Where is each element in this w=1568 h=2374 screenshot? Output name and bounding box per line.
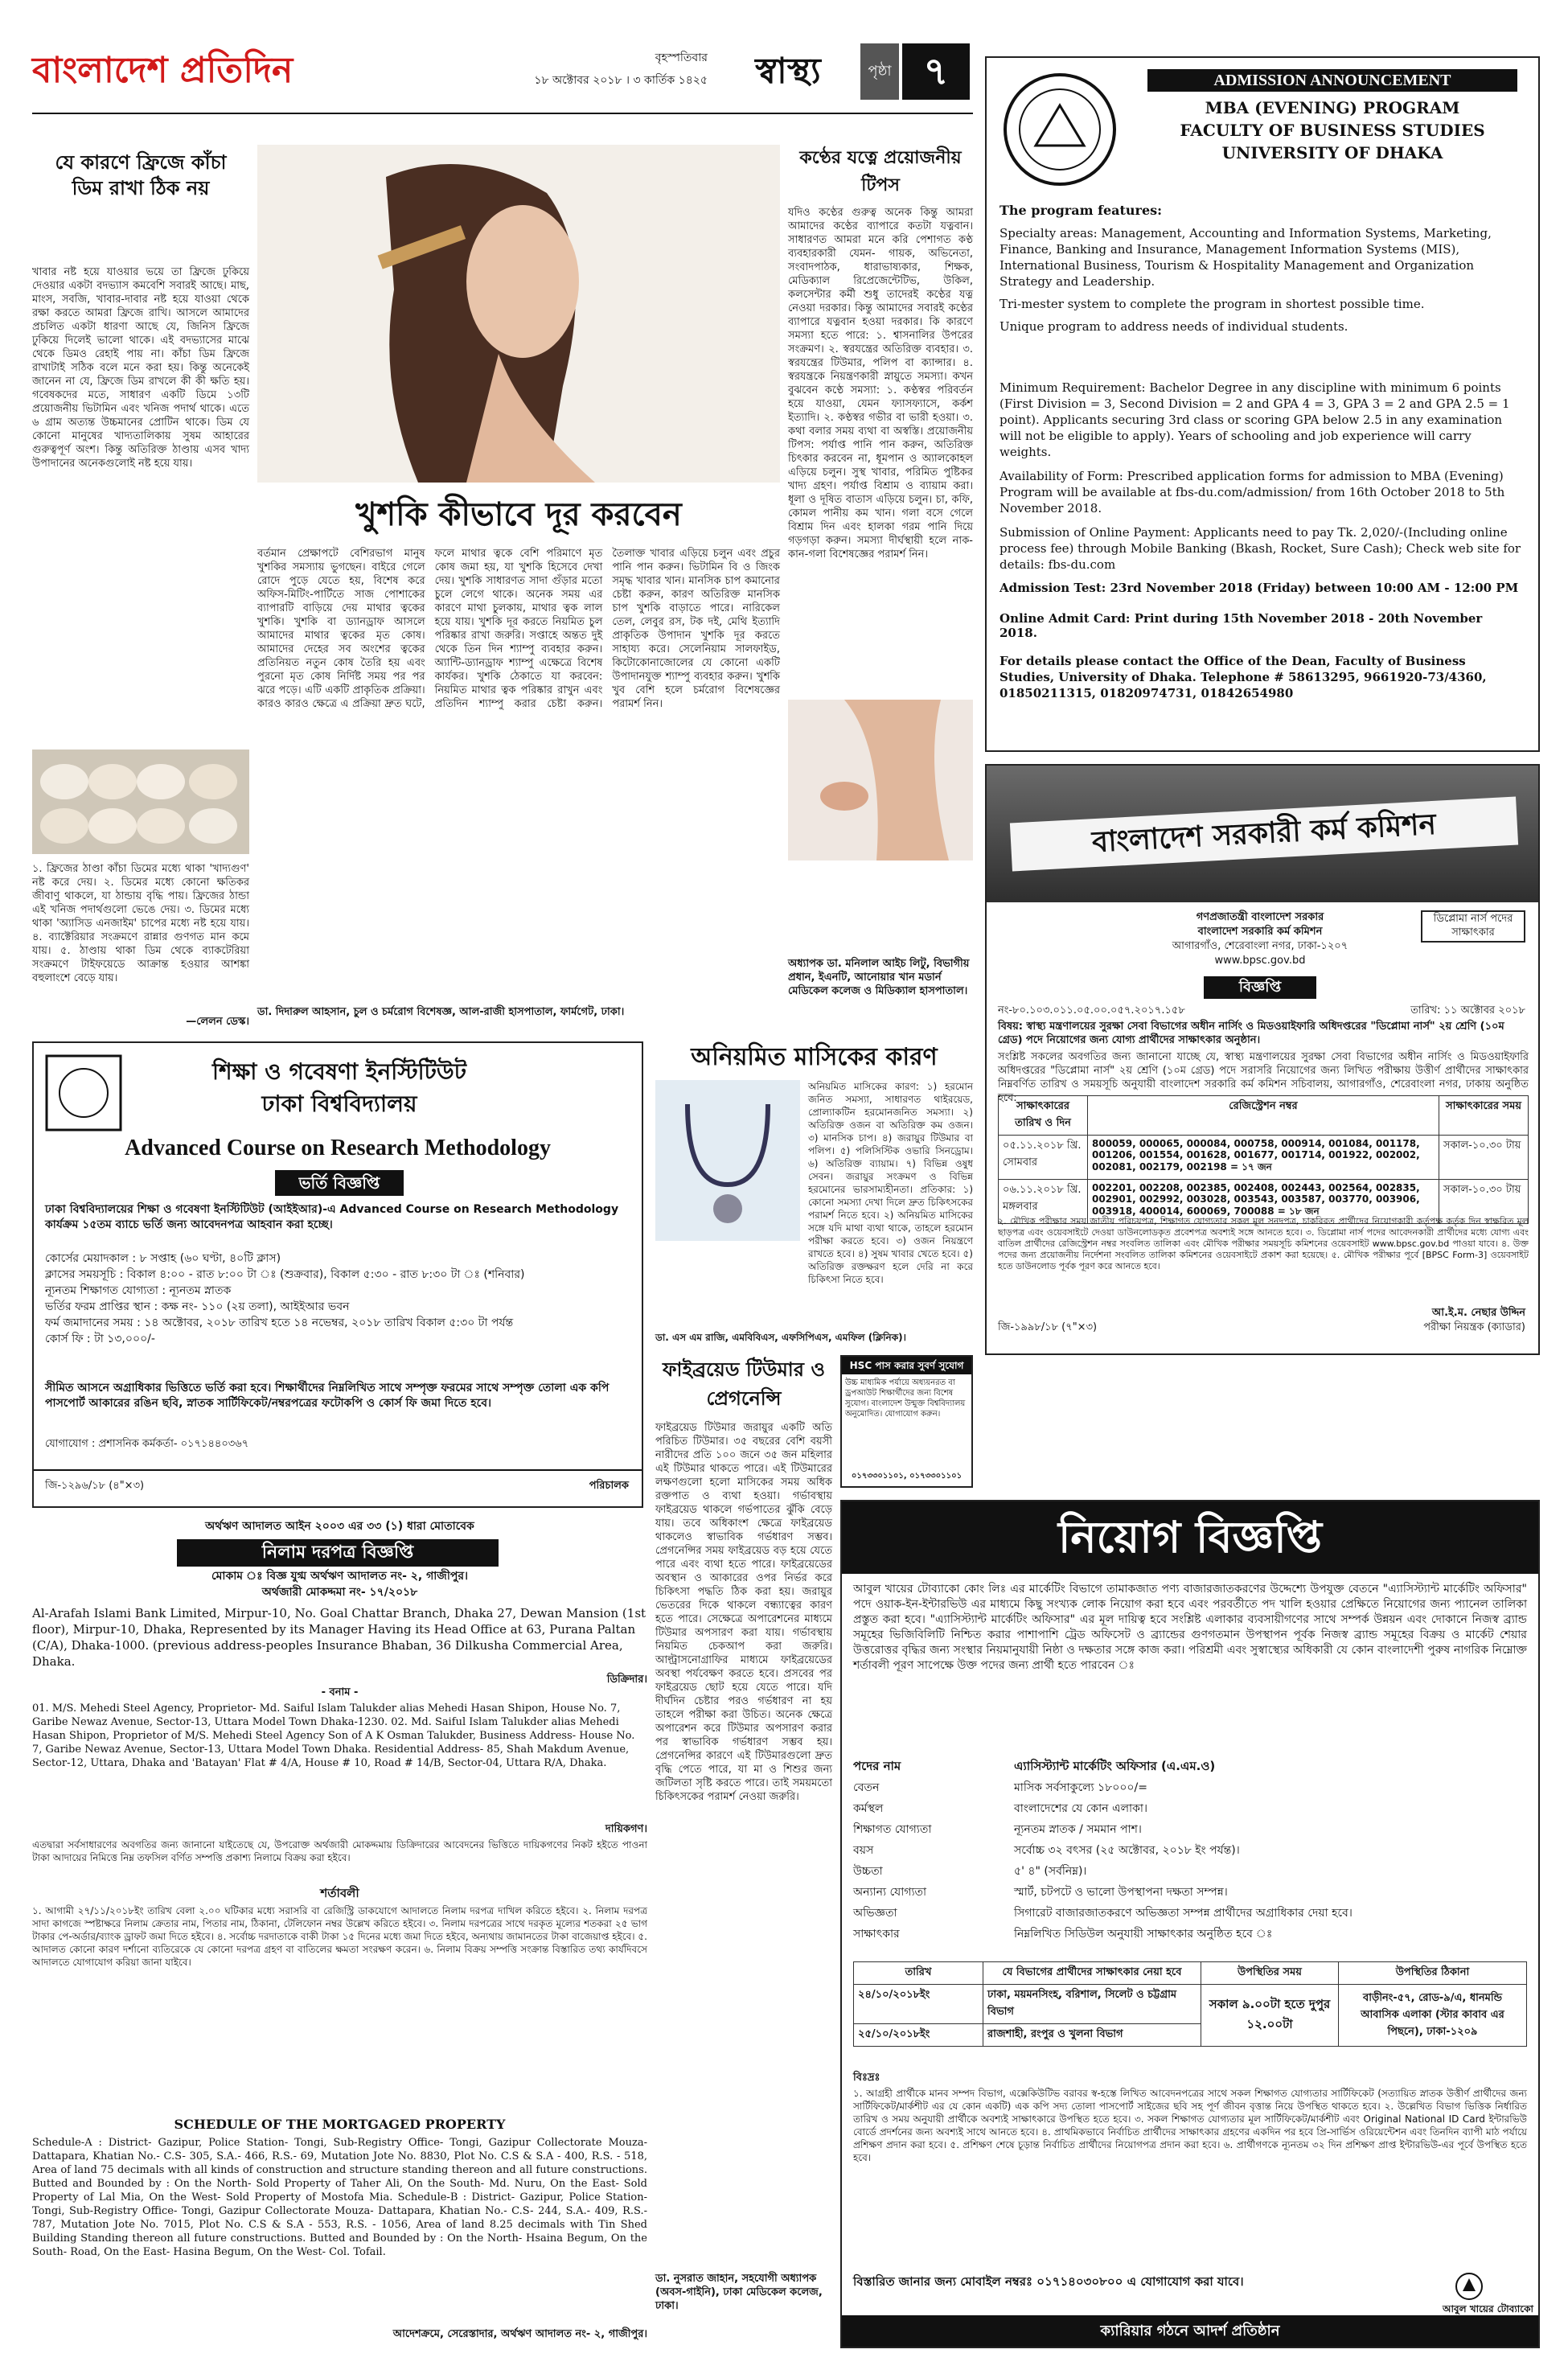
- ier-institute: শিক্ষা ও গবেষণা ইনস্টিটিউট: [212, 1058, 466, 1085]
- egg-intro: খাবার নষ্ট হয়ে যাওয়ার ভয়ে তা ফ্রিজে ঢুকিয়ে দেওয়ার একটা বদভ্যাস কমবেশি সবারই আছে। মাছ, মাংস, সবজি, খাবার-দাবার নষ্ট হয়ে যাওয়া থেকে রক্ষা করতে আমরা ফ্রিজে রাখি। আসলে আমাদের প্রচলিত একটা ধারণা আছে যে, জিনিস ফ্রিজে ঢুকিয়ে দিলেই ভালো থাকে। এই বদভ্যাসের মাঝে থেকে ডিমও রেহাই পায় না। কাঁচা ডিম ফ্রিজে রাখাটাই সঠিক বলে মনে করা হয়। কিন্তু অনেকেই জানেন না যে, ফ্রিজে ডিম রাখলে কী কী ক্ষতি হয়। গবেষকদের মতে, সাধারণ একটি ডিমে ১৩টি প্রয়োজনীয় ভিটামিন এবং খনিজ পদার্থ থাকে। এতে ৬ গ্রাম অত্যন্ত উচ্চমানের প্রোটিন থাকে। ডিম যে কোনো মানুষের খাদ্যতালিকায় সুষম আহারের গুরুত্বপূর্ণ অংশ। কিন্তু অতিরিক্ত ঠাণ্ডায় এসব খাদ্য উপাদানের অনেকগুলোই নষ্ট হয়ে যায়।: [32, 266, 249, 470]
- auction-terms: ১. আগামী ২৭/১১/২০১৮ইং তারিখ বেলা ২.০০ ঘটিকার মধ্যে সরাসরি বা রেজিস্ট্রি ডাকযোগে আদালতে নিলাম দরপত্র দাখিল করিতে হইবে। ২. নিলাম দরপত্র সাদা কাগজে স্পষ্টাক্ষরে নিলাম ক্রেতার নাম, পিতার নাম, ঠিকানা, টেলিফোন নম্বর উল্লেখ করিতে হইবে। ৩. নিলাম দরপত্রের সাথে দরকৃত মূল্যের শতকরা ২৫ ভাগ টাকার পে-অর্ডার/ব্যাংক ড্রাফট জমা দিতে হইবে। ৪. সর্বোচ্চ দরদাতাকে বাকী টাকা ১৫ দিনের মধ্যে জমা দিতে হইবে, অন্যথায় জামানতের টাকা বাজেয়াপ্ত হইবে। ৫. আদালত কোনো কারণ দর্শানো ব্যতিরেকে যে কোনো দরপত্র গ্রহণ বা বাতিলের ক্ষমতা সংরক্ষণ করেন। ৬. নিলাম বিক্রয় সম্পত্তি সংক্রান্ত বিস্তারিত তথ্য কার্যদিবসে আদালতে যোগাযোগ করিয়া জানা যাইবে।: [32, 1905, 647, 1968]
- bpsc-row-regs: 800059, 000065, 000084, 000758, 000914, 001084, 001178, 001206, 001554, 001628, 001677, 001714, 001922, 002002, 002081, 002179, 002198 = ১৭ জন: [1088, 1136, 1439, 1180]
- job-field-label: পদের নাম: [853, 1759, 901, 1773]
- bpsc-col-date: সাক্ষাৎকারের তারিখ ও দিন: [999, 1096, 1088, 1136]
- ier-items: [45, 1251, 630, 1379]
- hsc-phone: ০১৭৩৩০১১০১, ০১৭৩৩০১১০১: [851, 1472, 963, 1481]
- dandruff-body: বর্তমান প্রেক্ষাপটে বেশিরভাগ মানুষ খুশকির সমস্যায় ভুগছেন। বাইরে গেলে রোদে পুড়ে যেতে হয়, বিশেষ করে অফিস-মিটিং-পার্টিতে সাজ পোশাকের ব্যাপারটি বাড়িয়ে দেয় মাথার ত্বকের খুশকি। খুশকি বা ড্যানড্রাফ আসলে আমাদের মাথার ত্বকের মৃত কোষ। আমাদের দেহের সব অংশের ত্বকের প্রতিনিয়ত নতুন কোষ তৈরি হয় এবং পুরনো মৃত কোষ নির্দিষ্ট সময় পর পর ঝরে পড়ে। এটি একটি প্রাকৃতিক প্রক্রিয়া। কারও কারও ক্ষেত্রে এ প্রক্রিয়া দ্রুত ঘটে, ফলে মাথার ত্বকে বেশি পরিমাণে মৃত কোষ জমা হয়, যা খুশকি হিসেবে দেখা দেয়। খুশকি সাধারণত সাদা গুঁড়ার মতো চুলে লেগে থাকে। অনেক সময় এর কারণে মাথা চুলকায়, মাথার ত্বক লাল হয়ে যায়। খুশকি দূর করতে নিয়মিত চুল পরিষ্কার রাখা জরুরি। সপ্তাহে অন্তত দুই থেকে তিন দিন শ্যাম্পু ব্যবহার করুন। অ্যান্টি-ড্যানড্রাফ শ্যাম্পু এক্ষেত্রে বিশেষ কার্যকর। খুশকি ঠেকাতে যা করবেন: নিয়মিত মাথার ত্বক পরিষ্কার রাখুন এবং প্রতিদিন শ্যাম্পু করার চেষ্টা করুন। তৈলাক্ত খাবার এড়িয়ে চলুন এবং প্রচুর পানি পান করুন। ভিটামিন বি ও জিংক সমৃদ্ধ খাবার খান। মানসিক চাপ কমানোর চেষ্টা করুন, কারণ অতিরিক্ত মানসিক চাপ খুশকি বাড়াতে পারে। নারিকেল তেল, লেবুর রস, টক দই, মেথি ইত্যাদি প্রাকৃতিক উপাদান খুশকি দূর করতে সাহায্য করে। সেলেনিয়াম সালফাইড, কিটোকোনাজোলের যে কোনো একটি উপাদানযুক্ত শ্যাম্পু ব্যবহার করুন। খুশকি খুব বেশি হলে চর্মরোগ বিশেষজ্ঞের পরামর্শ নিন।: [257, 548, 780, 710]
- job-field-row: [853, 1799, 1527, 1820]
- job-field-row: [853, 1883, 1527, 1904]
- bpsc-memo: নং-৮০.১০৩.০১১.০৫.০০.০৫৭.২০১৭.১৫৮: [998, 1004, 1185, 1017]
- job-row-time: সকাল ৯.০০টা হতে দুপুর ১২.০০টা: [1201, 1985, 1339, 2047]
- job-field-row: [853, 1862, 1527, 1883]
- job-field-label: কর্মস্থল: [853, 1802, 884, 1815]
- masthead-day: বৃহস্পতিবার: [655, 51, 708, 64]
- auction-def-tag: দায়িকগণ।: [605, 1823, 647, 1835]
- job-field-row: [853, 1778, 1527, 1799]
- bpsc-body: সংশ্লিষ্ট সকলের অবগতির জন্য জানানো যাচ্ছে যে, স্বাস্থ্য মন্ত্রণালয়ের সুরক্ষা সেবা বিভাগের অধীন নার্সিং ও মিডওয়াইফারি অধিদপ্তরের "ডিপ্লোমা নার্স" ২য় শ্রেণি (১০ম গ্রেড) পদে সরাসরি নিয়োগের জন্য লিখিত পরীক্ষায় উত্তীর্ণ প্রার্থীদের সাক্ষাৎকার নিম্নবর্ণিত তারিখ ও সময়সূচি অনুযায়ী বাংলাদেশ সরকারি কর্ম কমিশন সচিবালয়, আগারগাঁও, শেরেবাংলা নগর, ঢাকায় অনুষ্ঠিত হবে:: [998, 1051, 1529, 1104]
- faculty-name: FACULTY OF BUSINESS STUDIES: [1180, 121, 1485, 140]
- auction-sign: আদেশক্রমে, সেরেস্তাদার, অর্থঋণ আদালত নং- ২, গাজীপুর।: [392, 2328, 647, 2340]
- job-field-label: অন্যান্য যোগ্যতা: [853, 1886, 927, 1899]
- menses-title: অনিয়মিত মাসিকের কারণ: [691, 1043, 938, 1071]
- masthead: [32, 32, 973, 127]
- job-field-value: স্মার্ট, চটপটে ও ভালো উপস্থাপনা দক্ষতা সম্পন্ন।: [1014, 1886, 1228, 1899]
- feature-item: Specialty areas: Management, Accounting and Information Systems, Marketing, Finance, Banking and Insurance, Management Information Systems (MIS), International Business, Tourism & Hospitality Management and Organization Strategy and Leadership.: [999, 226, 1492, 289]
- auction-top: অর্থঋণ আদালত আইন ২০০৩ এর ৩৩ (১) ধারা মোতাবেক: [205, 1520, 474, 1533]
- masthead-date: ১৮ অক্টোবর ২০১৮ । ৩ কার্তিক ১৪২৫: [534, 74, 708, 87]
- fibroid-article: [655, 1355, 832, 2320]
- job-field-label: উচ্চতা: [853, 1865, 883, 1878]
- fibroid-body: ফাইব্রয়েড টিউমার জরায়ুর একটি অতি পরিচিত টিউমার। ৩৫ বছরের বেশি বয়সী নারীদের প্রতি ১০০ জনে ৩৫ জন মহিলার এই টিউমার থাকতে পারে। এই টিউমারের লক্ষণগুলো হলো মাসিকের সময় অধিক রক্তপাত ও ব্যথা হওয়া। গর্ভাবস্থায় ফাইব্রয়েড থাকলে গর্ভপাতের ঝুঁকি বেড়ে যায়। তবে অধিকাংশ ক্ষেত্রে ফাইব্রয়েড থাকলেও স্বাভাবিক গর্ভধারণ সম্ভব। প্রেগনেন্সির সময় ফাইব্রয়েড বড় হয়ে যেতে পারে এবং ব্যথা হতে পারে। ফাইব্রয়েডের অবস্থান ও আকারের ওপর নির্ভর করে চিকিৎসা পদ্ধতি ঠিক করা হয়। জরায়ুর ভেতরের দিকে থাকলে বন্ধ্যাত্বের কারণ হতে পারে। সেক্ষেত্রে অপারেশনের মাধ্যমে টিউমার অপসারণ করা যায়। গর্ভাবস্থায় নিয়মিত চেকআপ করা জরুরি। আল্ট্রাসনোগ্রাফির মাধ্যমে ফাইব্রয়েডের অবস্থা পর্যবেক্ষণ করতে হবে। প্রসবের পর ফাইব্রয়েড ছোট হয়ে যেতে পারে। যদি দীর্ঘদিন চেষ্টার পরও গর্ভধারণ না হয় তাহলে পরীক্ষা করা উচিত। অনেক ক্ষেত্রে অপারেশন করে টিউমার অপসারণ করার পর স্বাভাবিক গর্ভধারণ সম্ভব হয়। প্রেগনেন্সির কারণে এই টিউমারগুলো দ্রুত বৃদ্ধি পেতে পারে, যা মা ও শিশুর জন্য জটিলতা সৃষ্টি করতে পারে। তাই সময়মতো চিকিৎসকের পরামর্শ নেওয়া জরুরি।: [655, 1422, 832, 1803]
- ier-admission-label: ভর্তি বিজ্ঞপ্তি: [275, 1170, 404, 1196]
- job-row-date: ২৫/১০/২০১৮ইং: [854, 2024, 983, 2047]
- throat-title: কণ্ঠের যত্নে প্রয়োজনীয় টিপস: [799, 148, 962, 195]
- egg-article: [32, 145, 249, 1029]
- bpsc-signer-title: পরীক্ষা নিয়ন্ত্রক (ক্যাডার): [1423, 1321, 1525, 1333]
- page-number: ৭: [902, 43, 970, 100]
- job-field-value: ন্যূনতম স্নাতক / সমমান পাশ।: [1014, 1823, 1142, 1836]
- job-col-time: উপস্থিতির সময়: [1201, 1962, 1339, 1985]
- job-notes-title: বিঃদ্রঃ: [853, 2072, 880, 2084]
- form-availability: Availability of Form: Prescribed application forms for admission to MBA (Evening) Program will be available at fbs-du.com/admission/ from 16th October 2018 to 5th November 2018.: [999, 469, 1505, 515]
- throat-body-1: যদিও কণ্ঠের গুরুত্ব অনেক কিন্তু আমরা আমাদের কণ্ঠের ব্যাপারে কতটা যত্নবান। সাধারণত আমরা মনে করি পেশাগত কণ্ঠ ব্যবহারকারী যেমন- গায়ক, অভিনেতা, সংবাদপাঠক, ধারাভাষ্যকার, শিক্ষক, মেডিক্যাল রিপ্রেজেন্টেটিভ, উকিল, কলসেন্টার কর্মী শুধু তাদেরই কণ্ঠের যত্ন নেওয়া দরকার। কিন্তু আমাদের সবারই কণ্ঠের ব্যাপারে যত্নবান হওয়া দরকার। কি কারণে সমস্যা হতে পারে: ১. শ্বাসনালির উপরের সংক্রমণ। ২. স্বরযন্ত্রের অতিরিক্ত ব্যবহার। ৩. স্বরযন্ত্রের টিউমার, পলিপ বা ক্যান্সার। ৪. স্বরযন্ত্রকে নিয়ন্ত্রণকারী স্নায়ুতে সমস্যা। কখন বুঝবেন কণ্ঠে সমস্যা: ১. কণ্ঠস্বর পরিবর্তন হয়ে যাওয়া, যেমন ফ্যাসফ্যাসে, কর্কশ ইত্যাদি। ২. কণ্ঠস্বর গভীর বা ভারী হওয়া। ৩. কথা বলার সময় ব্যথা বা অস্বস্তি। প্রয়োজনীয় টিপস: পর্যাপ্ত পানি পান করুন, অতিরিক্ত চিৎকার করবেন না, ধূমপান ও অ্যালকোহল এড়িয়ে চলুন। সুস্থ খাবার, পরিমিত পুষ্টিকর খাদ্য গ্রহণ। পর্যাপ্ত বিশ্রাম ও ব্যায়াম করা। ধূলা ও দূষিত বাতাস এড়িয়ে চলুন। চা, কফি, কোমল পানীয় কম খান। গলা বসে গেলে বিশ্রাম দিন এবং হালকা গরম পানি দিয়ে গড়গড়া করুন। সমস্যা দীর্ঘস্থায়ী হলে নাক-কান-গলা বিশেষজ্ঞের পরামর্শ নিন।: [788, 207, 973, 561]
- bpsc-row-time: সকাল-১০.৩০ টায়: [1439, 1136, 1529, 1180]
- egg-title: যে কারণে ফ্রিজে কাঁচা ডিম রাখা ঠিক নয়: [55, 151, 227, 199]
- job-field-label: অভিজ্ঞতা: [853, 1907, 897, 1920]
- section-title: স্বাস্থ্য: [755, 51, 821, 92]
- minimum-requirement: Minimum Requirement: Bachelor Degree in any discipline with minimum 6 points (First Division = 3, Second Division = 2 and GPA 4 = 3, GPA 3 = 2 and GPA 2.5 = 1 point). Applicants securing 3rd class or scoring GPA below 2.5 in any examination will not be eligible to apply). Years of schooling and job experience will carry weights.: [999, 380, 1510, 459]
- auction-vs: - বনাম -: [321, 1686, 359, 1698]
- hsc-body: উচ্চ মাধ্যমিক পর্যায়ে অধ্যয়নরত বা ড্রপআউট শিক্ষার্থীদের জন্য বিশেষ সুযোগ। বাংলাদেশ উন্মুক্ত বিশ্ববিদ্যালয় অনুমোদিত। যোগাযোগ করুন।: [845, 1378, 966, 1419]
- auction-bank-tag: ডিক্রিদার।: [606, 1674, 647, 1686]
- neck-illustration: [788, 700, 973, 860]
- eggs-illustration: [32, 750, 249, 854]
- online-admit-card: Online Admit Card: Print during 15th November 2018 - 20th November 2018.: [999, 611, 1483, 640]
- bpsc-row-date: ০৬.১১.২০১৮ খ্রি. মঙ্গলবার: [999, 1180, 1088, 1224]
- auction-bank: Al-Arafah Islami Bank Limited, Mirpur-10, No. Goal Chattar Branch, Dhaka 27, Dewan Mansion (1st floor), Mirpur-10, Dhaka, Represented by its Manager Having its Head Office at 63, Purana Paltan (C/A), Dhaka-1000. (previous address-peoples Insurance Bhaban, 36 Dilkusha Commercial Area, Dhaka.: [32, 1606, 646, 1669]
- job-field-row: [853, 1904, 1527, 1924]
- mba-program: MBA (EVENING) PROGRAM: [1205, 98, 1460, 117]
- fibroid-title: ফাইব্রয়েড টিউমার ও প্রেগনেন্সি: [662, 1358, 825, 1410]
- contact-details: For details please contact the Office of the Dean, Faculty of Business Studies, University of Dhaka. Telephone # 58613295, 9661920-73/4360, 01850211315, 01820974731, 01842654980: [999, 654, 1487, 700]
- job-field-label: সাক্ষাৎকার: [853, 1928, 900, 1941]
- bpsc-col-time: সাক্ষাৎকারের সময়: [1439, 1096, 1529, 1136]
- job-fields: [853, 1757, 1527, 1958]
- job-field-label: বেতন: [853, 1781, 880, 1794]
- job-field-row: [853, 1924, 1527, 1945]
- table-row: [999, 1136, 1529, 1180]
- admission-heading: ADMISSION ANNOUNCEMENT: [1147, 69, 1517, 92]
- schedule-text: Schedule-A : District- Gazipur, Police Station- Tongi, Sub-Registry Office- Tongi, Gazipur Collectorate Mouza- Dattapara, Khatian No.- C.S- 305, S.A.- 466, R.S.- 69, Mutation Jote No. 8830, Plot No. C.S & S.A - 400, R.S. - 518, Area of land 75 decimals with all kinds of construction and structure standing thereon and all future constructions. Butted and Bounded by : On the North- Sold Property of Taher Ali, On the South- Md. Nuru, On the East- Sold Property of Lal Mia, On the West- Sold Property of Mostofa Mia. Schedule-B : District- Gazipur, Police Station- Tongi, Sub-Registry Office- Tongi, Gazipur Collectorate Mouza- Dattapara, Khatian No.- C.S- 244, S.A.- 409, R.S.- 787, Mutation Jote No. 7015, Plot No. C.S & S.A - 553, R.S. - 1056, Area of land 8.25 decimals with Tin Shed Building Standing thereon all future constructions. Butted and Bounded by : On the North- Hsaina Begum, On the South- Road, On the East- Hasina Begum, On the West- Col. Tofail.: [32, 2137, 647, 2258]
- job-title: নিয়োগ বিজ্ঞপ্তি: [842, 1501, 1538, 1574]
- list-item: ক্লাসের সময়সূচি : বিকাল ৪:০০ - রাত ৮:০০ টা ঃ (শুক্রবার), বিকাল ৫:৩০ - রাত ৮:৩০ টা ঃ (শনিবার): [45, 1268, 525, 1281]
- feature-item: Tri-mester system to complete the program in shortest possible time.: [999, 297, 1425, 311]
- auction-title: নিলাম দরপত্র বিজ্ঞপ্তি: [177, 1539, 499, 1567]
- dhaka-university-seal: [999, 69, 1120, 190]
- egg-byline: —লেলন ডেস্ক।: [186, 1016, 249, 1028]
- ier-signer: পরিচালক: [589, 1480, 629, 1492]
- menses-article: [655, 1041, 973, 1347]
- job-field-value: নিম্নলিখিত সিডিউল অনুযায়ী সাক্ষাৎকার অনুষ্ঠিত হবে ঃ: [1014, 1928, 1273, 1941]
- list-item: ন্যূনতম শিক্ষাগত যোগ্যতা : ন্যূনতম স্নাতক: [45, 1284, 232, 1297]
- job-field-value: ৫' ৪" (সর্বনিম্ন)।: [1014, 1865, 1087, 1878]
- auction-court: মোকাম ঃ বিজ্ঞ যুগ্ম অর্থঋণ আদালত নং- ২, গাজীপুর।: [211, 1570, 469, 1583]
- mba-admission-ad: [985, 56, 1540, 752]
- menses-byline: ডা. এস এম রাজি, এমবিবিএস, এফসিপিএস, এমফিল (ক্লিনিক)।: [655, 1332, 906, 1343]
- dandruff-article: [257, 547, 780, 1005]
- ier-university: ঢাকা বিশ্ববিদ্যালয়: [261, 1090, 417, 1117]
- schedule-title: SCHEDULE OF THE MORTGAGED PROPERTY: [174, 2117, 506, 2132]
- list-item: ফর্ম জমাদানের সময় : ১৪ অক্টোবর, ২০১৮ তারিখ হতে ১৪ নভেম্বর, ২০১৮ তারিখ বিকাল ৫:৩০ টা পর্যন্ত: [45, 1316, 514, 1329]
- bpsc-ref: জি-১৯৯৮/১৮ (৭"×৩): [998, 1321, 1098, 1333]
- ier-course-title: Advanced Course on Research Methodology: [125, 1136, 551, 1160]
- ier-course-ad: [32, 1041, 643, 1508]
- auction-defendants: 01. M/S. Mehedi Steel Agency, Proprietor- Md. Saiful Islam Talukder alias Mehedi Hasan Shipon, House No. 7, Garibe Newaz Avenue, Sector-13, Uttara Model Town Dhaka-1230. 02. Md. Saiful Islam Talukder alias Mehedi Hasan Shipon, Proprietor of M/S. Mehedi Steel Agency Son of A K Osman Talukder, Business Address- House No. 7, Garibe Newaz Avenue, Sector-13, Uttara Model Town Dhaka. Residential Address- 85, Shah Makdum Avenue, Sector-12, Uttara, Dhaka and 'Batayan' Flat # 4/A, House # 10, Road # 14/B, Sector-04, Uttara R/A, Dhaka.: [32, 1702, 635, 1769]
- fibroid-byline: ডা. নুসরাত জাহান, সহযোগী অধ্যাপক (অবস-গাইনি), ঢাকা মেডিকেল কলেজ, ঢাকা।: [655, 2273, 823, 2312]
- dandruff-byline: ডা. দিদারুল আহসান, চুল ও চর্মরোগ বিশেষজ্ঞ, আল-রাজী হাসপাতাল, ফার্মগেট, ঢাকা।: [257, 1006, 625, 1018]
- job-row-address: বাড়ীনং-৫৭, রোড-৯/এ, ধানমন্ডি আবাসিক এলাকা (স্টার কাবাব এর পিছনে), ঢাকা-১২০৯: [1339, 1985, 1527, 2047]
- job-brand: আবুল খায়ের টোব্যাকো: [1442, 2303, 1533, 2314]
- job-field-row: [853, 1820, 1527, 1841]
- throat-photo: [788, 700, 973, 860]
- list-item: কোর্স ফি : টা ১৩,০০০/-: [45, 1333, 155, 1345]
- job-footer: ক্যারিয়ার গঠনে আদর্শ প্রতিষ্ঠান: [842, 2315, 1538, 2347]
- ier-rule: [34, 1469, 642, 1471]
- job-field-value: মাসিক সর্বসাকুল্যে ১৮০০০/=: [1014, 1781, 1147, 1794]
- dandruff-title: খুশকি কীভাবে দূর করবেন: [355, 496, 682, 533]
- list-item: কোর্সের মেয়াদকাল : ৮ সপ্তাহ (৬০ ঘণ্টা, ৪০টি ক্লাস): [45, 1252, 281, 1265]
- bpsc-row-date: ০৫.১১.২০১৮ খ্রি. সোমবার: [999, 1136, 1088, 1180]
- job-col-date: তারিখ: [854, 1962, 983, 1985]
- auction-notice: [32, 1520, 647, 2348]
- bpsc-row-regs: 002201, 002208, 002385, 002408, 002443, 002564, 002835, 002901, 002992, 003028, 003543, 003587, 003770, 003906, 003918, 400014, 600069, 700088 = ১৮ জন: [1088, 1180, 1439, 1224]
- throat-byline: অধ্যাপক ডা. মনিলাল আইচ লিটু, বিভাগীয় প্রধান, ইএনটি, আনোয়ার খান মডার্ন মেডিকেল কলেজ ও মিডিক্যাল হাসপাতাল।: [788, 958, 970, 997]
- job-field-label: শিক্ষাগত যোগ্যতা: [853, 1823, 932, 1836]
- woman-combing-hair-illustration: [257, 145, 780, 483]
- bpsc-tag: ডিপ্লোমা নার্স পদের সাক্ষাৎকার: [1421, 910, 1525, 943]
- job-col-address: উপস্থিতির ঠিকানা: [1339, 1962, 1527, 1985]
- features-list: [999, 225, 1522, 378]
- job-row-division: রাজশাহী, রংপুর ও খুলনা বিভাগ: [983, 2024, 1201, 2047]
- bpsc-date: তারিখ: ১১ অক্টোবর ২০১৮: [1410, 1004, 1525, 1017]
- egg-points: ১. ফ্রিজের ঠাণ্ডা কাঁচা ডিমের মধ্যে থাকা 'খাদ্যগুণ' নষ্ট করে দেয়। ২. ডিমের মধ্যে কোনো ক্ষতিকর জীবাণু থাকলে, যা ঠান্ডায় বৃদ্ধি পায়। ফ্রিজের ঠান্ডা এই খনিজ পদার্থগুলো ভেঙে দেয়। ৩. ডিমের মধ্যে থাকা 'অ্যাসিড এনজাইম' চাপের মধ্যে নষ্ট হয়ে যায়। ৪. ব্যাক্টেরিয়ার সংক্রমণে রান্নার গুণগত মান কমে যায়। ৫. ঠাণ্ডায় থাকা ডিম থেকে ব্যাকটেরিয়া সংক্রমণে টাইফয়েডে আক্রান্ত হওয়ার আশঙ্কা বহুলাংশে বেড়ে যায়।: [32, 863, 249, 984]
- page-label: পৃষ্ঠা: [860, 43, 899, 100]
- list-item: ভর্তির ফরম প্রাপ্তির স্থান : কক্ষ নং- ১১০ (২য় তলা), আইইআর ভবন: [45, 1300, 350, 1313]
- eggs-photo: [32, 750, 249, 854]
- ier-contact: যোগাযোগ : প্রশাসনিক কর্মকর্তা- ০১৭১৪৪০৩৬৭: [45, 1438, 249, 1450]
- bpsc-notice: [985, 764, 1540, 1355]
- hair-photo: [257, 145, 780, 483]
- job-schedule-table: [853, 1961, 1527, 2047]
- menses-body: অনিয়মিত মাসিকের কারণ: ১) হরমোন জনিত সমস্যা, সাধারণত থাইরয়েড, প্রোল্যাকটিন হরমোনজনিত সমস্যা। ২) অতিরিক্ত ওজন বা অতিরিক্ত কম ওজন। ৩) মানসিক চাপ। ৪) জরায়ুর টিউমার বা পলিপ। ৫) পলিসিস্টিক ওভারি সিনড্রোম। ৬) অতিরিক্ত ব্যায়াম। ৭) বিভিন্ন ওষুধ সেবন। জরায়ুর সংক্রমণ ও বিভিন্ন হরমোনের ভারসাম্যহীনতা। প্রতিকার: ১) কোনো সমস্যা দেখা দিলে দ্রুত চিকিৎসকের পরামর্শ নিতে হবে। ২) অনিয়মিত মাসিকের সঙ্গে যদি মাথা ব্যথা থাকে, তাহলে হরমোন পরীক্ষা করতে হবে। ৩) ওজন নিয়ন্ত্রণে রাখতে হবে। ৪) সুষম খাবার খেতে হবে। ৫) অতিরিক্ত রক্তক্ষরণ হলে দেরি না করে চিকিৎসা নিতে হবে।: [808, 1081, 973, 1285]
- bpsc-address: আগারগাঁও, শেরেবাংলা নগর, ঢাকা-১২০৭: [1172, 940, 1348, 952]
- table-row: [854, 1985, 1527, 2024]
- bpsc-banner: [987, 766, 1538, 902]
- job-row-division: ঢাকা, ময়মনসিংহ, বরিশাল, সিলেট ও চট্টগ্রাম বিভাগ: [983, 1985, 1201, 2024]
- ier-note: সীমিত আসনে অগ্রাধিকার ভিত্তিতে ভর্তি করা হবে। শিক্ষার্থীদের নিম্নলিখিত সাথে সম্পৃক্ত ফরমের সাথে সম্পৃক্ত তোলা এক কপি পাসপোর্ট আকারের রঙিন ছবি, স্নাতক সার্টিফিকেট/নম্বরপত্রের ফটোকপি ও কোর্স ফি জমা দিতে হবে।: [45, 1382, 610, 1410]
- hsc-title: HSC পাস করার সুবর্ণ সুযোগ: [842, 1357, 971, 1374]
- bpsc-name: বাংলাদেশ সরকারি কর্ম কমিশন: [1197, 926, 1323, 938]
- job-field-value: এ্যাসিস্ট্যান্ট মার্কেটিং অফিসার (এ.এম.ও): [1014, 1759, 1216, 1773]
- job-field-value: সর্বোচ্চ ৩২ বৎসর (২৫ অক্টোবর, ২০১৮ ইং পর্যন্ত)।: [1014, 1844, 1240, 1857]
- bpsc-signer: আ.ই.ম. নেছার উদ্দিন: [1431, 1307, 1525, 1319]
- newspaper-logo: বাংলাদেশ প্রতিদিন: [32, 50, 293, 91]
- ier-ref: জি-১২৯৬/১৮ (৪"×৩): [45, 1480, 145, 1492]
- bpsc-subject: বিষয়: স্বাস্থ্য মন্ত্রণালয়ের সুরক্ষা সেবা বিভাগের অধীন নার্সিং ও মিডওয়াইফারি অধিদপ্তরের "ডিপ্লোমা নার্স" ২য় শ্রেণি (১০ম গ্রেড) পদে নিয়োগের জন্য যোগ্য প্রার্থীদের সাক্ষাৎকার অনুষ্ঠান।: [998, 1021, 1504, 1046]
- masthead-rule: [32, 113, 973, 116]
- bpsc-notice-label: বিজ্ঞপ্তি: [1204, 976, 1316, 999]
- job-notes: ১. আগ্রহী প্রার্থীকে মানব সম্পদ বিভাগ, এক্সেকিউটিভ বরাবর স্ব-হস্তে লিখিত আবেদনপত্রের সাথে সকল শিক্ষাগত যোগ্যতার সার্টিফিকেট (সত্যায়িত স্নাতক উত্তীর্ণ প্রার্থীদের জন্য সার্টিফিকেট/মার্কশীট এর যে কোন একটি) এক কপি সদ্য তোলা পাসপোর্ট সাইজের ছবি সহ পূর্ণ জীবন বৃত্তান্ত নিয়ে উপস্থিত থাকতে হবে। ২. উল্লেখিত বিভাগ ভিত্তিক নির্ধারিত তারিখ ও সময় অনুযায়ী প্রার্থীকে অবশ্যই সাক্ষাৎকারে উপস্থিত হতে হবে। ৩. সকল শিক্ষাগত যোগ্যতার মূল সার্টিফিকেট/মার্কশীট এবং Original National ID Card ইন্টারভিউ বোর্ডে প্রদর্শনের জন্য অবশ্যই সাথে আনতে হবে। ৪. প্রাথমিকভাবে নির্বাচিত প্রার্থীদের সাক্ষাৎকার গ্রহণের একদিন পর হবে প্রি-সার্ভিস ওরিয়েন্টেশন এবং তিনদিন ব্যাপী মাঠ পর্যায়ে প্রশিক্ষণ প্রদান করা হবে। ৫. প্রশিক্ষণ শেষে চূড়ান্ত নির্বাচিত প্রার্থীদের নিয়োগপত্র প্রদান করা হবে। ৬. প্রার্থীগণকে ন্যূনতম ৩২ দিন প্রশিক্ষণ প্রাপ্ত ইন্টারভিউ-এর পূর্বে উপস্থিত হতে হবে।: [853, 2088, 1527, 2163]
- bpsc-website: www.bpsc.gov.bd: [1214, 955, 1306, 967]
- university-name: UNIVERSITY OF DHAKA: [1221, 143, 1443, 162]
- bpsc-banner-text: বাংলাদেশ সরকারী কর্ম কমিশন: [1010, 797, 1518, 872]
- throat-article: [788, 145, 973, 1029]
- bpsc-notes: ২. মৌখিক পরীক্ষার সময় জাতীয় পরিচয়পত্র, শিক্ষাগত যোগ্যতার সকল মূল সনদপত্র, চাকরিরত প্রার্থীদের নিয়োগকারী কর্তৃপক্ষ কর্তৃক দিন স্বাক্ষরিত মূল ছাড়পত্র এবং ওয়েবসাইটে দেওয়া ডাউনলোডকৃত প্রবেশপত্র অবশ্যই সঙ্গে আনতে হবে। ৩. ডিপ্লোমা নার্স পদের আবেদনকারী প্রার্থীদের মধ্যে যোগ্য এবং বাতিল প্রার্থীদের রেজিস্ট্রেশন নম্বর সংবলিত তালিকা এবং মৌখিক পরীক্ষার সময়সূচি কমিশনের ওয়েবসাইট www.bpsc.gov.bd পাওয়া যাবে। ৪. উক্ত পদের জন্য প্রয়োজনীয় নির্দেশনা সংবলিত তালিকা কমিশনের ওয়েবসাইটে প্রকাশ করা হয়েছে। ৫. মৌখিক পরীক্ষার পূর্বে [BPSC Form-3] ওয়েবসাইট হতে ডাউনলোড পূর্বক পূরণ করে আনতে হবে।: [998, 1216, 1529, 1271]
- bpsc-gov: গণপ্রজাতন্ত্রী বাংলাদেশ সরকার: [1196, 911, 1324, 923]
- bpsc-row-time: সকাল-১০.৩০ টায়: [1439, 1180, 1529, 1224]
- job-row-date: ২৪/১০/২০১৮ইং: [854, 1985, 983, 2024]
- job-field-value: বাংলাদেশের যে কোন এলাকা।: [1014, 1802, 1147, 1815]
- admission-test-date: Admission Test: 23rd November 2018 (Friday) between 10:00 AM - 12:00 PM: [999, 581, 1519, 595]
- bpsc-schedule-table: [998, 1095, 1529, 1224]
- auction-intro: এতদ্বারা সর্বসাধারণের অবগতির জন্য জানানো যাইতেছে যে, উপরোক্ত অর্থজারী মোকদ্দমায় ডিক্রিদারের আবেদনের ভিত্তিতে দায়িকগণের নিকট হইতে পাওনা টাকা আদায়ের নিমিত্তে নিম্ন তফসিল বর্ণিত সম্পত্তি প্রকাশ্য নিলামে বিক্রয় করা হইবে।: [32, 1839, 647, 1863]
- auction-case: অর্থজারী মোকদ্দমা নং- ১৭/২০১৮: [261, 1586, 418, 1599]
- features-title: The program features:: [999, 203, 1163, 218]
- job-intro: আবুল খায়ের টোব্যাকো কোং লিঃ এর মার্কেটিং বিভাগে তামাকজাত পণ্য বাজারজাতকরণের উদ্দেশ্যে উপযুক্ত বেতনে "এ্যাসিস্ট্যান্ট মার্কেটিং অফিসার" পদে ওয়াক-ইন-ইন্টারভিউ এর মাধ্যমে কিছু সংখ্যক লোক নিয়োগ করা হবে এবং পরবর্তীতে পদ খালি হওয়ার প্রেক্ষিতে নিয়োগের জন্য প্যানেল তালিকা প্রস্তুত করা হবে। "এ্যাসিস্ট্যান্ট মার্কেটিং অফিসার" এর মূল দায়িত্ব হবে সংশ্লিষ্ট এলাকার ব্যবসায়ীগণের সাথে সম্পর্ক উন্নয়ন এবং দোকানে নিজস্ব ব্র্যান্ড সমূহের ভিজিবিলিটি নিশ্চিত করার পাশাপাশি ট্রেড অফিসেট ও ব্র্যান্ডের গুণগতমান উপস্থাপন পূর্বক নিজস্ব ব্র্যান্ড সমূহের বিক্রয় ও মার্কেট শেয়ার উত্তরোত্তর বৃদ্ধির জন্য সংস্থার নিয়মানুযায়ী নিষ্ঠা ও দক্ষতার সঙ্গে কাজ করা। পরিশ্রমী এবং সুস্বাস্থ্যের অধিকারী যে কোন বাংলাদেশী পুরুষ নাগরিক নিম্নোক্ত শর্তাবলী পূরণ সাপেক্ষে উক্ত পদের জন্য প্রার্থী হতে পারবেন ঃ: [853, 1583, 1527, 1672]
- auction-terms-title: শর্তাবলী: [320, 1886, 359, 1900]
- job-field-row: [853, 1841, 1527, 1862]
- job-field-label: বয়স: [853, 1844, 874, 1857]
- job-col-division: যে বিভাগের প্রার্থীদের সাক্ষাৎকার নেয়া হবে: [983, 1962, 1201, 1985]
- online-payment: Submission of Online Payment: Applicants need to pay Tk. 2,020/-(Including online process fee) through Mobile Banking (Bkash, Rocket, Sure Cash); Check web site for details: fbs-du.com: [999, 525, 1521, 572]
- ier-logo: [43, 1053, 124, 1133]
- hsc-ad: [840, 1355, 973, 1488]
- ier-intro: ঢাকা বিশ্ববিদ্যালয়ের শিক্ষা ও গবেষণা ইনস্টিটিউট (আইইআর)-এ Advanced Course on Research Methodology কার্যক্রম ১৫তম ব্যাচে ভর্তি জন্য আবেদনপত্র আহবান করা হচ্ছে।: [45, 1203, 619, 1231]
- job-field-row: [853, 1757, 1527, 1778]
- job-field-value: সিগারেট বাজারজাতকরণে অভিজ্ঞতা সম্পন্ন প্রার্থীদের অগ্রাধিকার দেয়া হবে।: [1014, 1907, 1353, 1920]
- feature-item: Unique program to address needs of individual students.: [999, 319, 1348, 334]
- job-mobile: বিস্তারিত জানার জন্য মোবাইল নম্বরঃ ০১৭১৪০৩০৮০০ এ যোগাযোগ করা যাবে।: [853, 2274, 1244, 2289]
- job-ad: [840, 1500, 1540, 2348]
- abul-khair-logo: [1453, 2270, 1525, 2302]
- bpsc-col-regs: রেজিস্ট্রেশন নম্বর: [1088, 1096, 1439, 1136]
